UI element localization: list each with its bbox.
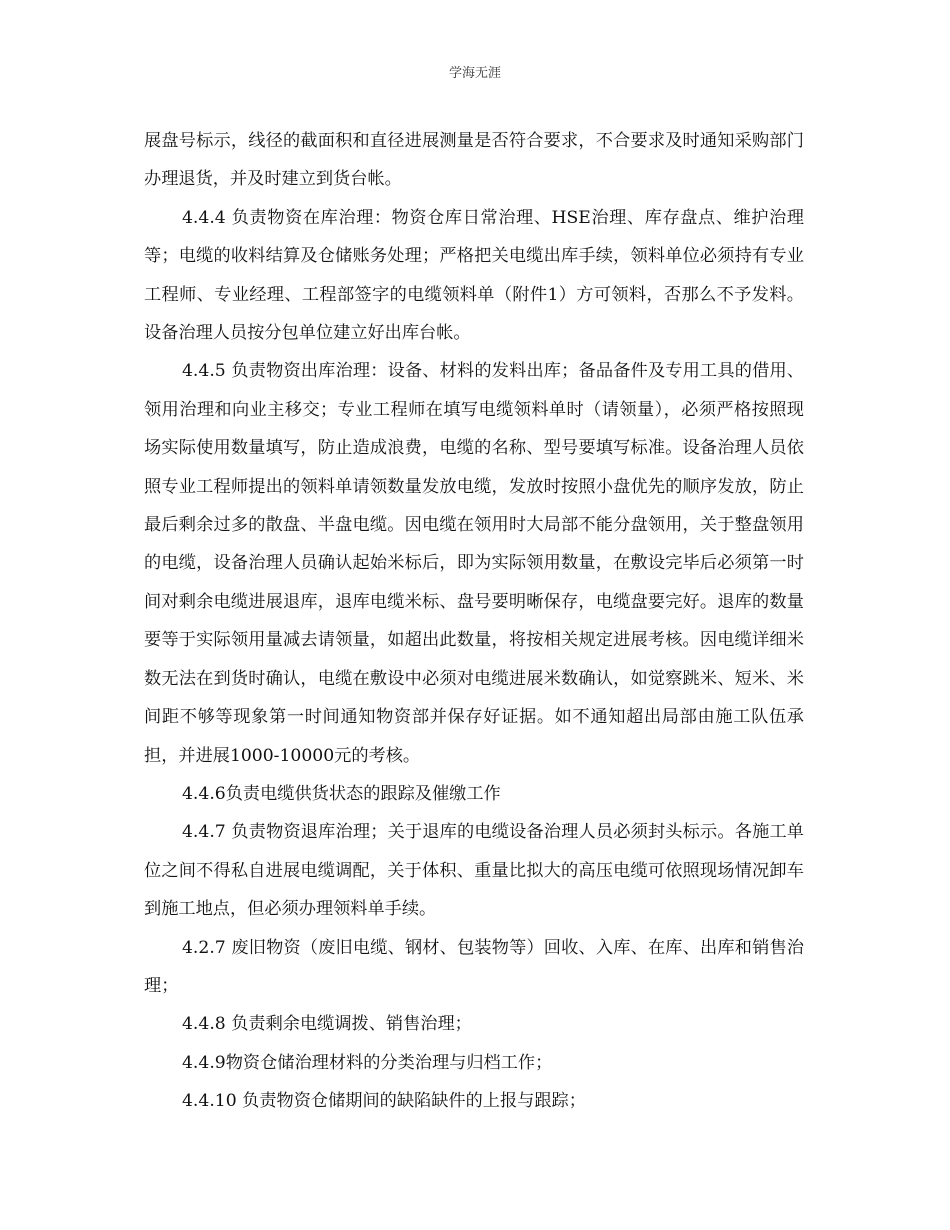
paragraph-4-4-6: 4.4.6负责电缆供货状态的跟踪及催缴工作 xyxy=(182,783,501,804)
page-header: 学海无涯 xyxy=(448,66,501,81)
paragraph-4-4-4: 4.4.4 负责物资在库治理：物资仓库日常治理、HSE治理、库存盘点、维护治理等；电缆的收料结算及仓储账务处理；严格把关电缆出库手续，领料单位必须持有专业工程师、专业经理、工程部签字的电缆领料单（附件1）方可领料，否那么不予发料。设备治理人员按分包单位建立好出库台帐。 xyxy=(144,207,804,344)
document-body xyxy=(144,122,804,1121)
paragraph-4-4-5: 4.4.5 负责物资出库治理：设备、材料的发料出库；备品备件及专用工具的借用、领用治理和向业主移交；专业工程师在填写电缆领料单时（请领量），必须严格按照现场实际使用数量填写，防止造成浪费，电缆的名称、型号要填写标准。设备治理人员依照专业工程师提出的领料单请领数量发放电缆，发放时按照小盘优先的顺序发放，防止最后剩余过多的散盘、半盘电缆。因电缆在领用时大局部不能分盘领用，关于整盘领用的电缆，设备治理人员确认起始米标后，即为实际领用数量，在敷设完毕后必须第一时间对剩余电缆进展退库，退库电缆米标、盘号要明晰保存，电缆盘要完好。退库的数量要等于实际领用量减去请领量，如超出此数量，将按相关规定进展考核。因电缆详细米数无法在到货时确认，电缆在敷设中必须对电缆进展米数确认，如觉察跳米、短米、米间距不够等现象第一时间通知物资部并保存好证据。如不通知超出局部由施工队伍承担，并进展1000-10000元的考核。 xyxy=(144,361,804,766)
paragraph-continued: 展盘号标示，线径的截面积和直径进展测量是否符合要求，不合要求及时通知采购部门办理退货，并及时建立到货台帐。 xyxy=(144,131,804,190)
paragraph-4-2-7: 4.2.7 废旧物资（废旧电缆、钢材、包装物等）回收、入库、在库、出库和销售治理； xyxy=(144,937,804,996)
paragraph-4-4-10: 4.4.10 负责物资仓储期间的缺陷缺件的上报与跟踪； xyxy=(182,1091,586,1112)
paragraph-4-4-7: 4.4.7 负责物资退库治理；关于退库的电缆设备治理人员必须封头标示。各施工单位之间不得私自进展电缆调配，关于体积、重量比拟大的高压电缆可依照现场情况卸车到施工地点，但必须办理领料单手续。 xyxy=(144,822,804,920)
paragraph-4-4-9: 4.4.9物资仓储治理材料的分类治理与归档工作； xyxy=(182,1052,553,1073)
paragraph-4-4-8: 4.4.8 负责剩余电缆调拨、销售治理； xyxy=(182,1014,472,1035)
